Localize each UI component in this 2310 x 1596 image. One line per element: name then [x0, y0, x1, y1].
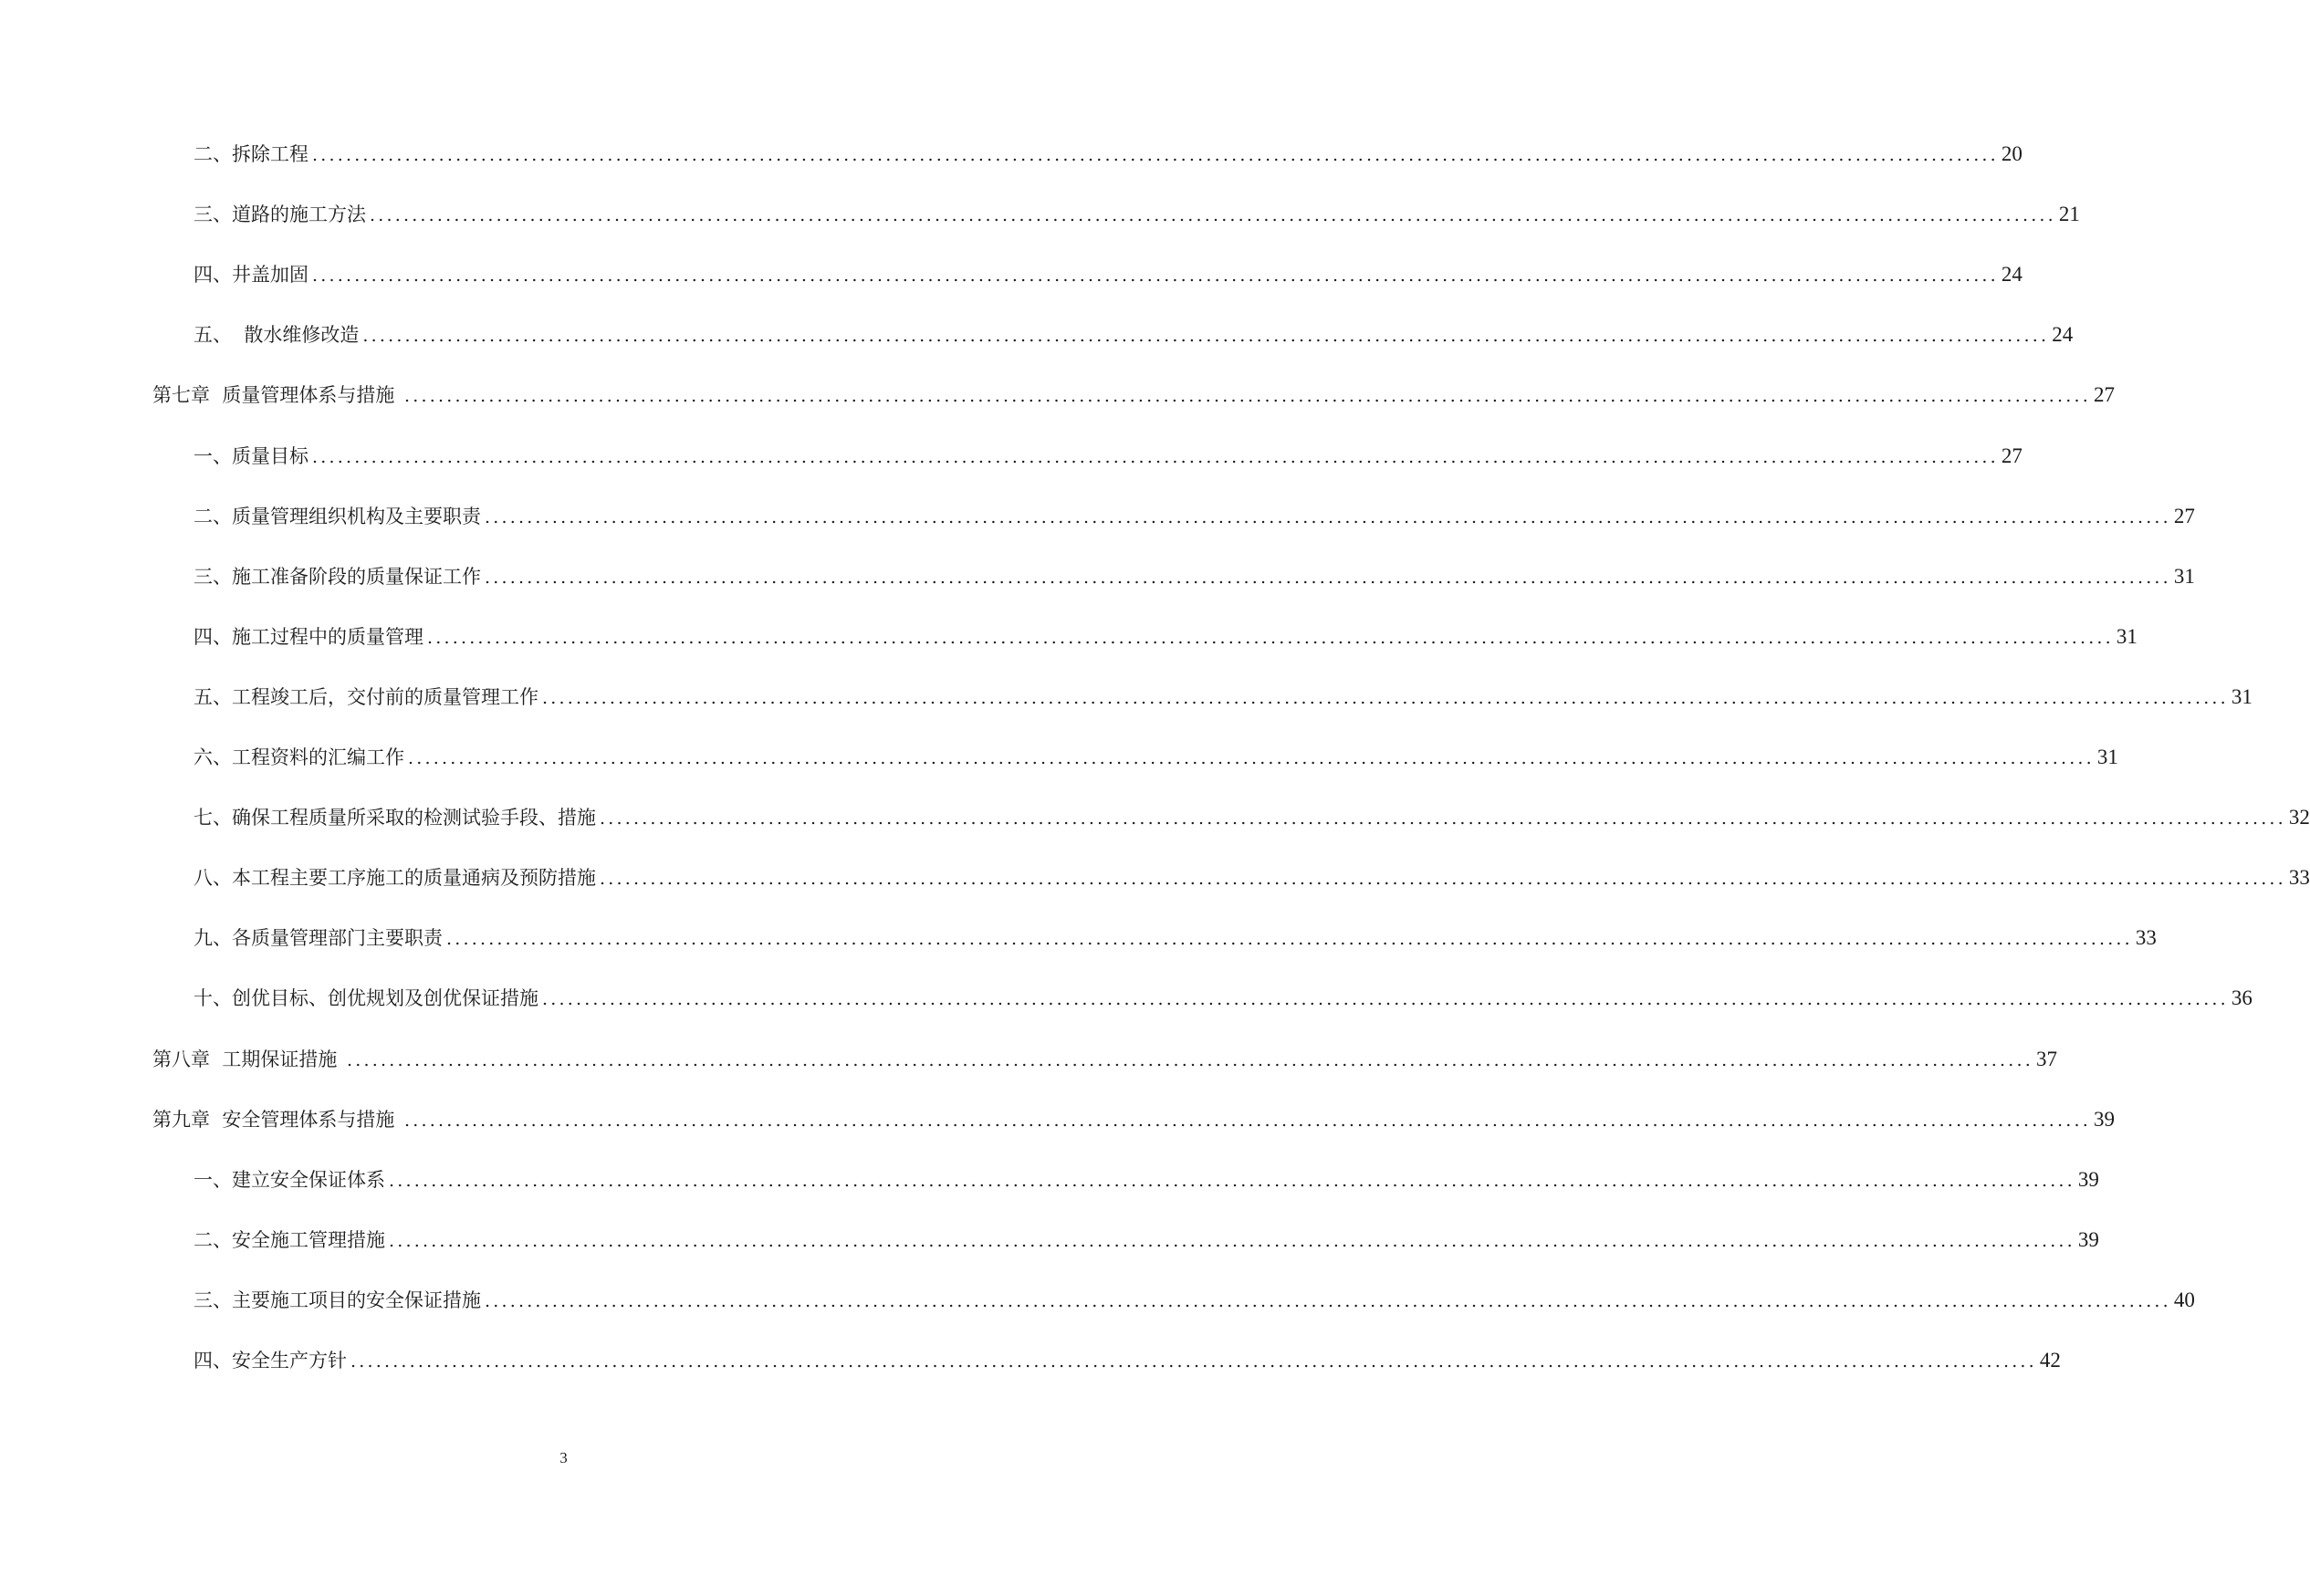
- toc-entry-page: 33: [2288, 866, 2310, 890]
- toc-entry-title: 十、创优目标、创优规划及创优保证措施: [193, 987, 538, 1010]
- dot-leader: ........................................................................................................................................................................................................: [404, 1110, 2091, 1131]
- toc-entry-title: 三、道路的施工方法: [193, 203, 366, 226]
- toc-entry[interactable]: [193, 682, 2253, 713]
- dot-leader: ........................................................................................................................................................................................................: [542, 687, 2229, 708]
- toc-entry-page: 27: [2001, 443, 2023, 467]
- toc-entry[interactable]: [193, 501, 2195, 532]
- toc-entry[interactable]: [193, 802, 2310, 833]
- toc-entry[interactable]: [193, 1164, 2099, 1195]
- dot-leader: ........................................................................................................................................................................................................: [404, 386, 2091, 407]
- toc-entry-title: 三、主要施工项目的安全保证措施: [193, 1288, 481, 1311]
- dot-leader: ........................................................................................................................................................................................................: [485, 567, 2171, 588]
- toc-entry[interactable]: [193, 561, 2195, 592]
- dot-leader: ........................................................................................................................................................................................................: [362, 326, 2050, 347]
- dot-leader: ........................................................................................................................................................................................................: [389, 1230, 2075, 1251]
- toc-entry[interactable]: [193, 862, 2310, 893]
- toc-entry[interactable]: [152, 1044, 2057, 1075]
- dot-leader: ........................................................................................................................................................................................................: [427, 627, 2114, 648]
- toc-entry-title: 四、井盖加固: [193, 264, 308, 287]
- toc-entry-title: 四、安全生产方针: [193, 1350, 347, 1372]
- toc-entry-page: 21: [2058, 203, 2080, 226]
- dot-leader: ........................................................................................................................................................................................................: [347, 1049, 2033, 1070]
- toc-entry-page: 31: [2231, 684, 2253, 708]
- toc-entry[interactable]: [193, 441, 2023, 472]
- toc-entry-page: 31: [2116, 624, 2138, 648]
- toc-entry-page: 31: [2173, 564, 2195, 588]
- dot-leader: ........................................................................................................................................................................................................: [408, 748, 2095, 768]
- toc-entry[interactable]: [193, 983, 2253, 1014]
- dot-leader: ........................................................................................................................................................................................................: [312, 446, 1999, 467]
- toc-entry-title: 二、拆除工程: [193, 143, 308, 165]
- toc-entry-title: 九、各质量管理部门主要职责: [193, 927, 443, 950]
- toc-entry[interactable]: [193, 1345, 2061, 1376]
- dot-leader: ........................................................................................................................................................................................................: [312, 145, 1999, 165]
- toc-entry-page: 27: [2093, 383, 2115, 407]
- toc-entry-title: 第七章 质量管理体系与措施: [152, 384, 402, 407]
- toc-entry-title: 五、 散水维修改造: [193, 324, 360, 347]
- toc-entry-title: 第八章 工期保证措施: [152, 1048, 344, 1070]
- toc-entry-title: 六、工程资料的汇编工作: [193, 746, 404, 768]
- toc-entry-page: 39: [2093, 1107, 2115, 1131]
- toc-entry-page: 39: [2077, 1167, 2099, 1191]
- dot-leader: ........................................................................................................................................................................................................: [600, 808, 2286, 829]
- toc-entry-page: 27: [2173, 504, 2195, 527]
- dot-leader: ........................................................................................................................................................................................................: [542, 989, 2229, 1010]
- dot-leader: ........................................................................................................................................................................................................: [446, 929, 2133, 950]
- dot-leader: ........................................................................................................................................................................................................: [389, 1170, 2075, 1191]
- toc-entry-page: 32: [2288, 806, 2310, 829]
- toc-entry-page: 20: [2001, 142, 2023, 165]
- toc-entry-title: 二、质量管理组织机构及主要职责: [193, 505, 481, 527]
- toc-entry[interactable]: [193, 139, 2023, 170]
- toc-entry-page: 36: [2231, 986, 2253, 1010]
- page-number: 3: [559, 1449, 568, 1466]
- dot-leader: ........................................................................................................................................................................................................: [485, 1290, 2171, 1311]
- toc-entry[interactable]: [193, 319, 2074, 350]
- toc-entry-page: 31: [2096, 746, 2118, 768]
- toc-entry-page: 33: [2135, 926, 2157, 950]
- dot-leader: ........................................................................................................................................................................................................: [600, 869, 2286, 890]
- toc-entry[interactable]: [193, 259, 2023, 290]
- toc-entry-page: 24: [2052, 323, 2074, 347]
- toc-entry[interactable]: [193, 1225, 2099, 1256]
- toc-entry-page: 24: [2001, 263, 2023, 287]
- toc-entry-title: 七、确保工程质量所采取的检测试验手段、措施: [193, 807, 596, 829]
- toc-entry[interactable]: [193, 1285, 2195, 1316]
- toc-entry-page: 40: [2173, 1288, 2195, 1311]
- toc-entry-title: 第九章 安全管理体系与措施: [152, 1108, 402, 1131]
- toc-entry-page: 39: [2077, 1227, 2099, 1251]
- toc-entry-page: 42: [2039, 1349, 2061, 1372]
- toc-entry-page: 37: [2035, 1047, 2057, 1070]
- dot-leader: ........................................................................................................................................................................................................: [485, 506, 2171, 527]
- toc-entry-title: 五、工程竣工后，交付前的质量管理工作: [193, 685, 538, 708]
- toc-entry[interactable]: [152, 380, 2115, 411]
- toc-entry[interactable]: [193, 621, 2138, 652]
- toc-entry-title: 四、施工过程中的质量管理: [193, 625, 423, 648]
- dot-leader: ........................................................................................................................................................................................................: [350, 1351, 2037, 1372]
- toc-entry-title: 一、质量目标: [193, 444, 308, 467]
- toc-entry-title: 三、施工准备阶段的质量保证工作: [193, 565, 481, 588]
- toc-entry-title: 一、建立安全保证体系: [193, 1168, 385, 1191]
- dot-leader: ........................................................................................................................................................................................................: [370, 205, 2056, 226]
- toc-entry-title: 二、安全施工管理措施: [193, 1228, 385, 1251]
- dot-leader: ........................................................................................................................................................................................................: [312, 266, 1999, 287]
- toc-entry-title: 八、本工程主要工序施工的质量通病及预防措施: [193, 867, 596, 890]
- toc-entry[interactable]: [152, 1104, 2115, 1135]
- toc-entry[interactable]: [193, 742, 2118, 773]
- toc-entry[interactable]: [193, 199, 2080, 230]
- toc-entry[interactable]: [193, 923, 2157, 954]
